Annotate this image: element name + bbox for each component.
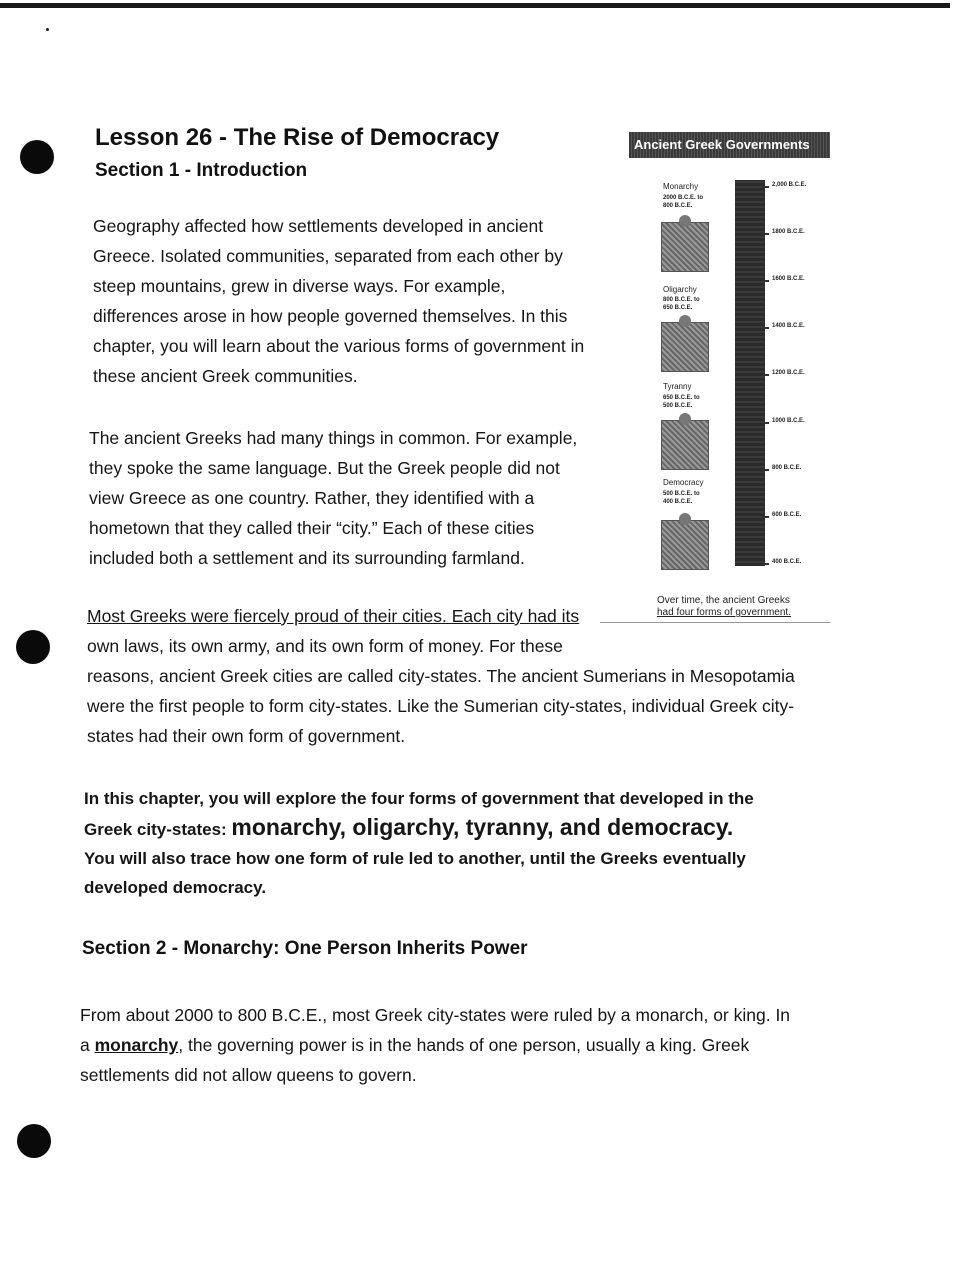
- timeline-tick-label: 600 B.C.E.: [772, 512, 802, 518]
- intro-paragraph-2: The ancient Greeks had many things in common. For example, they spoke the same language. But the Greek people did not view Greece as one country. Rather, they identified with a hometown that they called their “city.” Each of these cities included both a settlement and its surrounding farmland.: [89, 428, 578, 568]
- lesson-title: Lesson 26 - The Rise of Democracy: [95, 124, 500, 151]
- timeline-tick-label: 1400 B.C.E.: [772, 323, 805, 329]
- tyrant-figure-icon: [661, 420, 709, 470]
- era-monarchy-name: Monarchy: [663, 182, 699, 191]
- era-tyranny-name: Tyranny: [663, 382, 692, 391]
- timeline-tick: [763, 186, 769, 188]
- section-1-title: Section 1 - Introduction: [95, 160, 308, 181]
- caption-rule: [600, 622, 830, 623]
- monarchy-term-link[interactable]: monarchy: [94, 1035, 179, 1055]
- timeline-tick: [763, 280, 769, 282]
- timeline-tick-label: 1200 B.C.E.: [772, 370, 805, 376]
- chapter-overview-paragraph: In this chapter, you will explore the four forms of government that developed in the Greek city-states: monarchy, oligarchy, tyranny, and democracy. You will also trace how one form of rule led to another, until the Greeks eventually developed democracy.: [84, 789, 754, 897]
- era-democracy-range: 500 B.C.E. to 400 B.C.E.: [663, 491, 700, 505]
- timeline-tick: [763, 516, 769, 518]
- punch-hole-bottom: [17, 1124, 51, 1158]
- timeline-tick-label: 1000 B.C.E.: [772, 418, 805, 424]
- punch-hole-top: [20, 140, 54, 174]
- timeline-tick-label: 1800 B.C.E.: [772, 229, 805, 235]
- timeline-tick: [763, 422, 769, 424]
- timeline-tick: [763, 563, 769, 565]
- era-democracy-name: Democracy: [663, 478, 704, 487]
- punch-hole-middle: [16, 630, 50, 664]
- scan-speck: [46, 28, 49, 31]
- timeline-tick-label: 400 B.C.E.: [772, 559, 802, 565]
- sidebar-header: Ancient Greek Governments: [629, 132, 830, 158]
- intro-paragraph-1: Geography affected how settlements developed in ancient Greece. Isolated communities, separated from each other by steep mountains, grew in diverse ways. For example, differences arose in how people governed themselves. In this chapter, you will learn about the various forms of government in these ancient Greek communities.: [93, 216, 585, 386]
- timeline-tick-label: 800 B.C.E.: [772, 465, 802, 471]
- oligarchs-figure-icon: [661, 322, 709, 372]
- timeline-tick-label: 2,000 B.C.E.: [772, 182, 807, 188]
- era-oligarchy-range: 800 B.C.E. to 650 B.C.E.: [663, 297, 700, 311]
- timeline-bar: [735, 180, 765, 566]
- monarchy-paragraph: From about 2000 to 800 B.C.E., most Greek city-states were ruled by a monarch, or king. In a monarchy, the governing power is in the hands of one person, usually a king. Greek settlements did not allow queens to govern.: [80, 1005, 791, 1085]
- era-tyranny-range: 650 B.C.E. to 500 B.C.E.: [663, 395, 700, 409]
- monarch-figure-icon: [661, 222, 709, 272]
- timeline-tick-label: 1600 B.C.E.: [772, 276, 805, 282]
- government-forms-list: monarchy, oligarchy, tyranny, and democracy.: [231, 814, 734, 840]
- era-oligarchy-name: Oligarchy: [663, 285, 697, 294]
- timeline-tick: [763, 233, 769, 235]
- sidebar-caption: Over time, the ancient Greeks had four forms of government.: [657, 595, 791, 618]
- era-monarchy-range: 2000 B.C.E. to 800 B.C.E.: [663, 195, 704, 209]
- section-2-title: Section 2 - Monarchy: One Person Inherits Power: [82, 938, 528, 959]
- citizens-figure-icon: [661, 520, 709, 570]
- timeline-tick: [763, 469, 769, 471]
- city-states-paragraph: Most Greeks were fiercely proud of their cities. Each city had its own laws, its own army, and its own form of money. For these reasons, ancient Greek cities are called city-states. The ancient Sumerians in Mesopotamia were the first people to form city-states. Like the Sumerian city-states, individual Greek city- states had their own form of government.: [87, 606, 795, 746]
- timeline-tick: [763, 327, 769, 329]
- top-rule: [0, 3, 950, 8]
- timeline-tick: [763, 374, 769, 376]
